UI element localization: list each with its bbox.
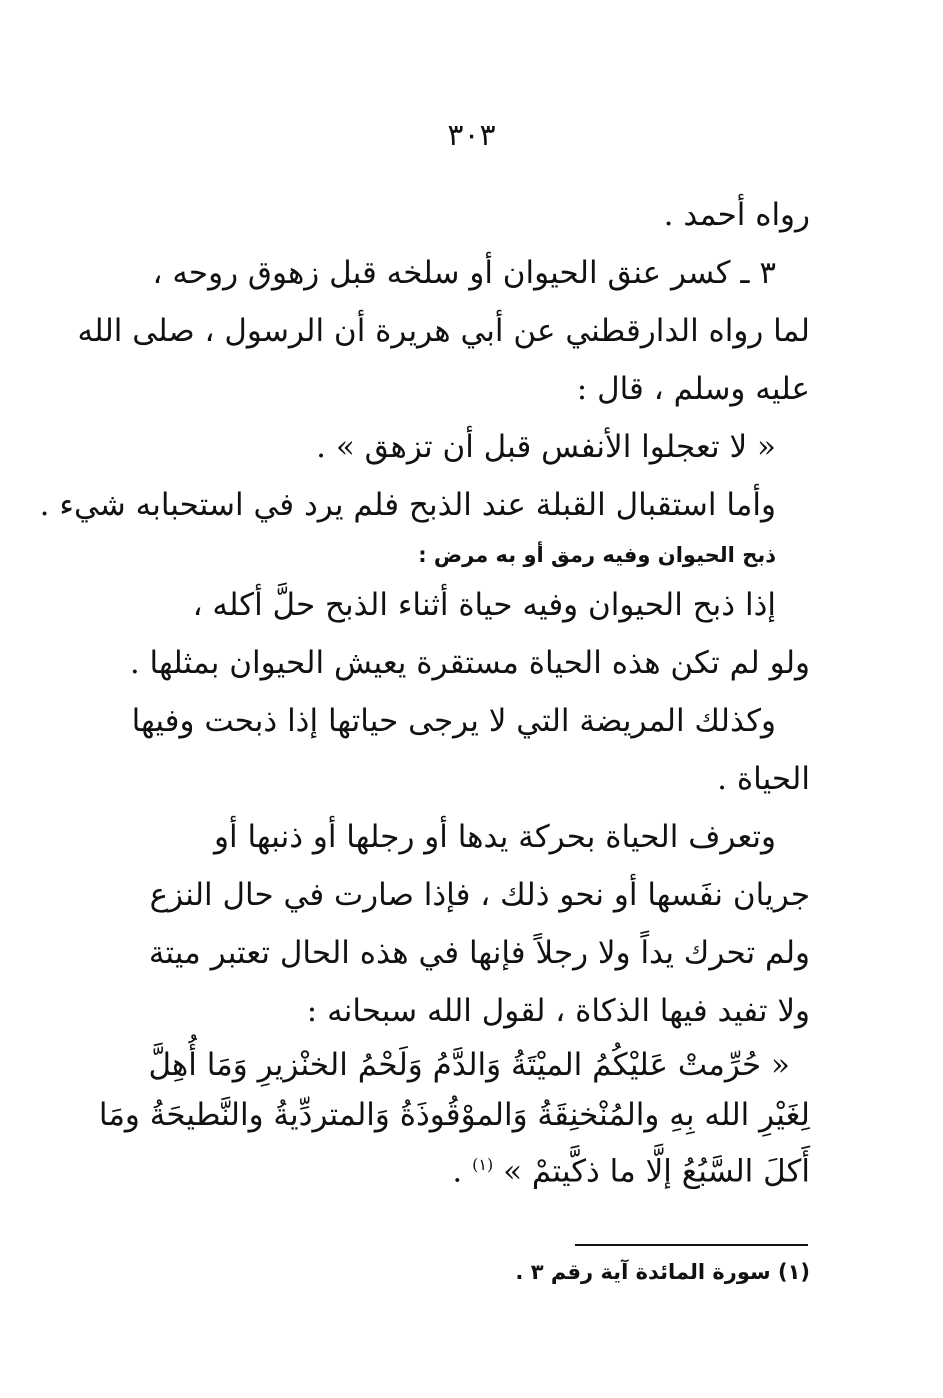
footnote: (١) سورة المائدة آية رقم ٣ . <box>515 1260 810 1284</box>
text-line: وكذلك المريضة التي لا يرجى حياتها إذا ذبحت وفيها <box>131 703 776 739</box>
text-line: جريان نفَسها أو نحو ذلك ، فإذا صارت في حال النزع <box>149 877 810 913</box>
hadith-quote: « لا تعجلوا الأنفس قبل أن تزهق » . <box>316 429 776 465</box>
section-heading: ذبح الحيوان وفيه رمق أو به مرض : <box>418 543 776 567</box>
text-line: ولم تحرك يداً ولا رجلاً فإنها في هذه الحال تعتبر ميتة <box>148 935 810 971</box>
body-text <box>39 186 810 1190</box>
text-line: الحياة . <box>717 761 810 797</box>
text-line: ولو لم تكن هذه الحياة مستقرة يعيش الحيوان بمثلها . <box>129 645 810 681</box>
verse-line: لِغَيْرِ الله بِهِ والمُنْخنِقَةُ وَالموْقُوذَةُ وَالمتردِّيةُ والنَّطيحَةُ ومَا <box>98 1097 810 1133</box>
verse-line-text: أَكلَ السَّبُعُ إلَّا ما ذكَّيتمْ » <box>503 1153 810 1190</box>
quran-verse <box>98 1040 810 1190</box>
footnote-marker: (١) <box>472 1155 494 1174</box>
page-number: ٣٠٣ <box>447 118 496 153</box>
text-line: وأما استقبال القبلة عند الذبح فلم يرد في استحبابه شيء . <box>39 487 776 523</box>
text-line: ولا تفيد فيها الذكاة ، لقول الله سبحانه : <box>306 993 810 1029</box>
verse-line-end: . <box>452 1153 473 1190</box>
text-line: عليه وسلم ، قال : <box>576 371 810 407</box>
verse-line: « حُرِّمتْ عَليْكُمُ الميْتَةُ وَالدَّمُ وَلَحْمُ الخنْزيرِ وَمَا أُهِلَّ <box>148 1047 790 1083</box>
text-line: إذا ذبح الحيوان وفيه حياة أثناء الذبح حلَّ أكله ، <box>192 587 776 623</box>
text-line: رواه أحمد . <box>663 197 810 233</box>
verse-line <box>128 1140 810 1190</box>
text-line: ٣ ـ كسر عنق الحيوان أو سلخه قبل زهوق روحه ، <box>152 255 776 291</box>
footnote-divider <box>575 1244 808 1246</box>
text-line: وتعرف الحياة بحركة يدها أو رجلها أو ذنبها أو <box>214 819 776 855</box>
text-line: لما رواه الدارقطني عن أبي هريرة أن الرسول ، صلى الله <box>77 313 810 349</box>
